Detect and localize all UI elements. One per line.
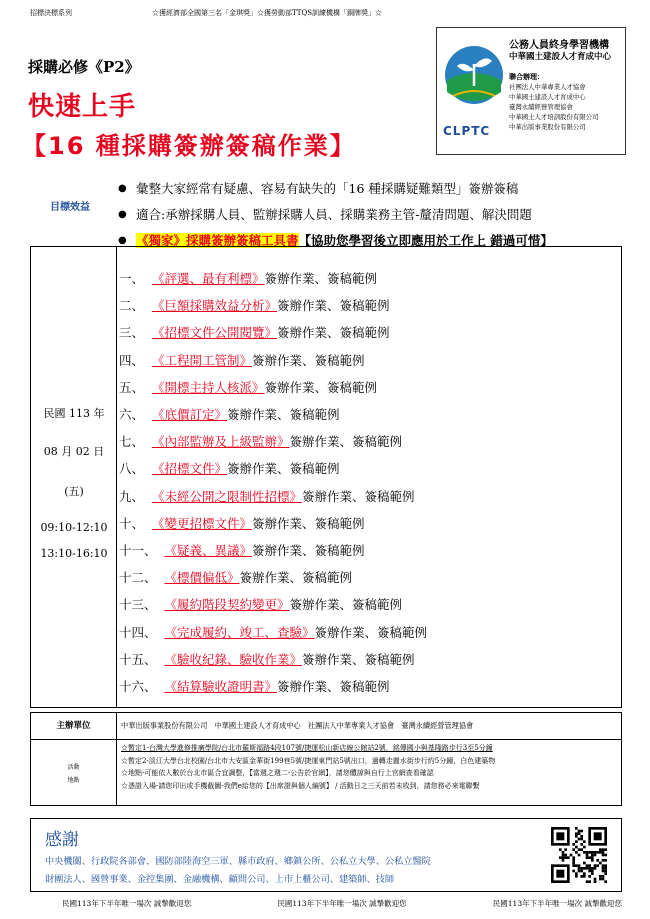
topic-number: 十六、: [119, 679, 157, 694]
schedule-weekday: (五): [64, 485, 84, 498]
top-header-line: [30, 8, 450, 18]
logo-cohost-item: 中華國土建設人才育成中心: [509, 93, 586, 101]
topic-number: 十一、: [119, 543, 157, 558]
schedule-date-cell: [31, 247, 117, 707]
thanks-line: 中央機關、行政院各部會、國防部陸海空三軍、縣市政府、鄉鎮公所、公私立大學、公私立醫院: [45, 856, 431, 867]
plant-sprout-emblem-icon: [443, 36, 505, 114]
topic-item: [119, 650, 415, 668]
topic-item: [119, 459, 340, 477]
host-label: 主辦單位: [31, 713, 117, 739]
topic-number: 七、: [119, 434, 145, 450]
topic-item: [119, 269, 377, 287]
footer-note: 民國113年下半年唯一場次 誠摯歡迎您: [492, 899, 622, 908]
award-line: ☆獲經濟部全國第三名「金琪獎」☆獲勞動部TTQS訓練機構「銅牌獎」☆: [152, 9, 383, 17]
thanks-organizations: [45, 853, 431, 889]
series-line: 採購必修《P2》: [28, 58, 140, 76]
footer-note: 民國113年下半年唯一場次 誠摯歡迎您: [62, 899, 192, 908]
host-organizations: 中華出版事業股份有限公司 中華國土建設人才育成中心 社團法人中華專業人才協會 臺灣永續經營管理協會: [121, 721, 474, 730]
goal-item: [118, 176, 638, 202]
logo-org-name: 公務人員終身學習機構: [509, 40, 609, 51]
goal-text: 彙整大家經常有疑慮、容易有缺失的「16 種採購疑難類型」簽辦簽稿: [136, 181, 519, 196]
goal-label: 目標效益: [50, 202, 90, 213]
logo-cohost-label: 聯合辦理：: [509, 72, 544, 81]
topic-item: [119, 405, 340, 423]
organization-logo-box: [436, 27, 626, 155]
thanks-line: 財團法人、國營事業、金控集團、金融機構、顧問公司、上市上櫃公司、建築師、技師: [45, 874, 395, 885]
topic-title: 《內部監辦及上級監辦》: [151, 434, 290, 450]
logo-cohost-item: 臺灣永續經營管理協會: [509, 103, 573, 111]
topic-number: 十四、: [119, 624, 157, 640]
logo-cohost-item: 中華出版事業股份有限公司: [509, 123, 586, 131]
topic-number: 八、: [119, 461, 145, 477]
thanks-title: 感謝: [45, 830, 79, 850]
topic-item: [119, 296, 390, 314]
topic-suffix: 簽辦作業、簽稿範例: [226, 461, 340, 477]
venue-label: [31, 740, 117, 805]
venue-label-line: 活動: [67, 764, 80, 771]
topic-title: 《完成履約、竣工、查驗》: [164, 624, 315, 640]
topic-suffix: 簽辦作業、簽稿範例: [226, 407, 340, 422]
topic-number: 三、: [119, 325, 145, 341]
logo-short-name: CLPTC: [443, 124, 491, 138]
topic-title: 《變更招標文件》: [151, 515, 252, 531]
topic-number: 十二、: [119, 570, 157, 586]
topic-suffix: 簽辦作業、簽稿範例: [289, 434, 402, 450]
topic-suffix: 簽辦作業、簽稿範例: [251, 515, 365, 531]
topic-title: 《底價訂定》: [151, 407, 227, 422]
topic-suffix: 簽辦作業、簽稿範例: [251, 543, 365, 558]
topic-number: 十、: [119, 515, 145, 531]
logo-org-sub: 中華國土建設人才育成中心: [509, 52, 612, 62]
goal-text: 【協助您學習後立即應用於工作上 錯過可惜】: [298, 233, 553, 248]
topic-number: 六、: [119, 407, 145, 422]
topic-item: [119, 623, 427, 641]
topic-title: 《驗收紀錄、驗收作業》: [164, 651, 302, 667]
goal-item: [118, 202, 638, 228]
topic-item: [119, 568, 352, 586]
venue-details: [121, 742, 495, 792]
topic-suffix: 簽辦作業、簽稿範例: [276, 679, 390, 694]
topic-suffix: 簽辦作業、簽稿範例: [314, 624, 427, 640]
venue-row: [30, 740, 622, 806]
schedule-pm-time: 13:10-16:10: [40, 547, 108, 560]
topic-item: [119, 487, 415, 505]
topic-suffix: 簽辦作業、簽稿範例: [289, 597, 402, 613]
topic-title: 《未經公開之限制性招標》: [151, 488, 302, 504]
topic-item: [119, 378, 377, 396]
schedule-date: 08 月 02 日: [43, 445, 105, 458]
course-title: 【16 種採購簽辦簽稿作業】: [22, 132, 356, 160]
logo-cohost-list: [509, 82, 598, 132]
topic-suffix: 簽辦作業、簽稿範例: [301, 488, 415, 504]
topic-item: [119, 595, 402, 613]
topic-suffix: 簽辦作業、簽稿範例: [276, 298, 390, 314]
topic-number: 二、: [119, 298, 145, 314]
topic-number: 十五、: [119, 651, 157, 667]
goal-highlight-text: 《獨家》採購簽辦簽稿工具書: [136, 233, 299, 248]
host-row: [30, 712, 622, 740]
topic-suffix: 簽辦作業、簽稿範例: [276, 325, 390, 341]
qr-code-icon[interactable]: [551, 827, 607, 883]
schedule-year: 民國 113 年: [43, 407, 105, 420]
topic-item: [119, 541, 365, 559]
venue-line: ☆暫定2-淡江大學台北校園/台北市大安區金華街199巷5號/捷運東門站5號出口，過轉走麗水街步行約5分鐘，白色建築物: [121, 756, 496, 765]
topic-suffix: 簽辦作業、簽稿範例: [264, 379, 377, 395]
topic-item: [119, 514, 365, 532]
quick-start-title: 快速上手: [28, 92, 137, 122]
topic-number: 一、: [119, 271, 145, 286]
topic-suffix: 簽辦作業、簽稿範例: [264, 271, 377, 286]
goal-text: 適合:承辦採購人員、監辦採購人員、採購業務主管-釐清問題、解決問題: [136, 207, 532, 222]
footer-note: 民國113年下半年唯一場次 誠摯歡迎您: [277, 899, 407, 908]
topic-item: [119, 677, 390, 695]
footer: [62, 898, 622, 909]
logo-cohost-item: 中華國土人才培訓股份有限公司: [509, 113, 599, 121]
goal-list: [118, 176, 638, 254]
topic-title: 《履約階段契約變更》: [164, 597, 290, 613]
topic-title: 《工程開工管制》: [151, 352, 252, 368]
topic-number: 九、: [119, 488, 145, 504]
topic-item: [119, 432, 402, 450]
topic-item: [119, 323, 390, 341]
logo-cohost-item: 社團法人中華專業人才協會: [509, 83, 586, 91]
topic-suffix: 簽辦作業、簽稿範例: [301, 651, 415, 667]
topic-title: 《結算驗收證明書》: [164, 679, 277, 694]
topic-number: 十三、: [119, 597, 157, 613]
topic-suffix: 簽辦作業、簽稿範例: [251, 352, 365, 368]
schedule-am-time: 09:10-12:10: [40, 521, 108, 534]
venue-line: ☆暫定1-台灣大學進修推廣學院/台北市羅斯福路4段107號/捷運松山新店線公館站2號，銘傳國小與基隆路步行3至5分鐘: [121, 744, 493, 752]
topic-number: 四、: [119, 352, 145, 368]
topic-suffix: 簽辦作業、簽稿範例: [239, 570, 352, 586]
topic-item: [119, 351, 365, 369]
topic-title: 《招標文件》: [151, 461, 227, 477]
venue-line: ☆憑證入場-請您印出或手機截圖-我們e給您的【出席證與個人編號】 / 活動日之三天前若未收到，請您務必來電聯繫: [121, 781, 480, 790]
thanks-box: [30, 818, 622, 892]
topic-title: 《巨額採購效益分析》: [151, 298, 277, 314]
topic-title: 《招標文件公開閱覽》: [151, 325, 277, 341]
venue-line: ☆地點-可能依人數於台北市區合宜調整，【當週之週二-公告於官網】，請您體諒與自行上官網查看確認: [121, 769, 434, 777]
topic-title: 《疑義、異議》: [164, 543, 252, 558]
series-label: 招標決標系列: [30, 9, 72, 17]
topic-number: 五、: [119, 379, 145, 395]
topic-title: 《開標主持人核派》: [151, 379, 265, 395]
topic-title: 《標價偏低》: [164, 570, 240, 586]
topic-title: 《評選、最有利標》: [151, 271, 265, 286]
course-schedule-table: [30, 246, 622, 708]
venue-label-line: 地點: [67, 777, 80, 784]
